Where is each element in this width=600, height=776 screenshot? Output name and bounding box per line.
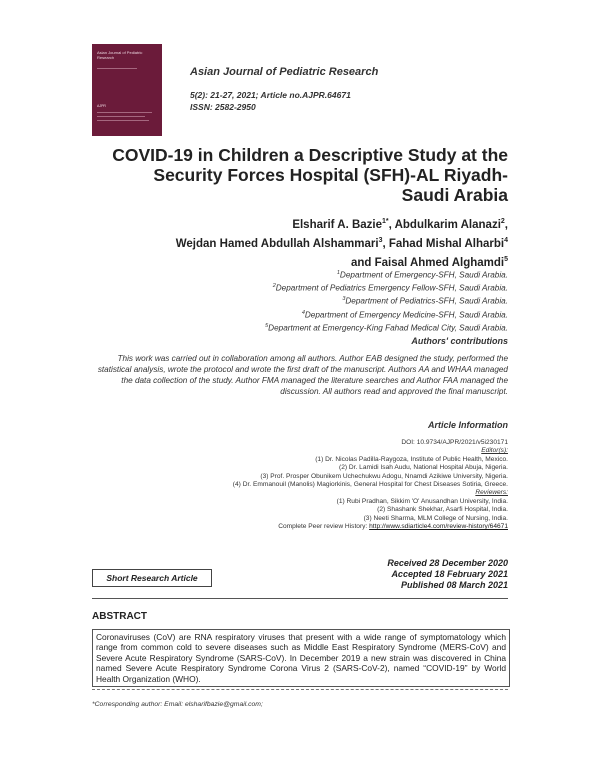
editors-label: Editor(s):	[481, 447, 508, 455]
abstract-heading: ABSTRACT	[92, 611, 147, 622]
reviewer-item: (2) Shashank Shekhar, Asarfi Hospital, India.	[377, 506, 508, 514]
author-name: Faisal Ahmed Alghamdi	[374, 256, 505, 269]
review-history-link[interactable]: http://www.sdiarticle4.com/review-history/64671	[369, 523, 508, 531]
corresponding-author-footnote: *Corresponding author: Email: elsharifbazie@gmail.com;	[92, 701, 263, 708]
article-info-block	[88, 439, 508, 531]
affiliation-item	[88, 321, 508, 334]
affiliation-mark: 4	[301, 309, 305, 316]
editor-item: (2) Dr. Lamidi Isah Audu, National Hospital Abuja, Nigeria.	[339, 464, 508, 472]
author-list: Elsharif A. Bazie$^{1*}$, Abdulkarim Alanazi$^2$, Wejdan Hamed Abdullah Alshammari$^3$, Fahad Mishal Alharbi$^4$ and Faisal Ahmed Alghamdi$^5$	[175, 218, 508, 269]
cover-line	[97, 120, 149, 121]
cover-title: Asian Journal of Pediatric Research	[97, 50, 143, 60]
affiliation-text: Department of Pediatrics Emergency Fellow-SFH, Saudi Arabia.	[275, 283, 508, 293]
journal-name: Asian Journal of Pediatric Research	[190, 66, 379, 78]
article-type-badge: Short Research Article	[92, 569, 212, 587]
section-divider	[92, 598, 508, 599]
editor-item: (3) Prof. Prosper Obunikem Uchechukwu Adogu, Nnamdi Azikiwe University, Nigeria.	[260, 472, 508, 480]
contributions-heading: Authors' contributions	[411, 336, 508, 346]
contributions-text: This work was carried out in collaboration among all authors. Author EAB designed the study, performed the statistical analysis, wrote the protocol and wrote the first draft of the manuscript. Authors AA and WHAA managed the data collection of the study. Author FMA managed the literature searches and Author FAA managed the discussion. All authors read and approved the final manuscript.	[97, 354, 508, 396]
author-affiliation-mark: 4	[504, 236, 508, 244]
cover-tag: AJPR	[97, 104, 106, 108]
author-name: Fahad Mishal Alharbi	[388, 237, 505, 250]
affiliation-item	[88, 308, 508, 321]
affiliation-mark: 1	[336, 270, 340, 276]
reviewer-item: (1) Rubi Pradhan, Sikkim 'O' Anusandhan University, India.	[336, 497, 508, 505]
author-name: Elsharif A. Bazie	[292, 218, 382, 231]
paper-title: COVID-19 in Children a Descriptive Study at the Security Forces Hospital (SFH)-AL Riyadh-Saudi Arabia	[112, 145, 508, 205]
affiliation-item	[88, 281, 508, 294]
publication-dates	[387, 558, 508, 591]
author-affiliation-mark: 2	[500, 218, 505, 225]
editor-item: (1) Dr. Nicolas Padilla-Raygoza, Institute of Public Health, Mexico.	[315, 455, 508, 463]
affiliation-mark: 2	[272, 283, 276, 290]
author-affiliation-mark: 3	[378, 236, 383, 244]
affiliation-text: Department of Pediatrics-SFH, Saudi Arabia.	[345, 297, 508, 307]
journal-issn: ISSN: 2582-2950	[190, 102, 256, 112]
affiliation-text: Department of Emergency-SFH, Saudi Arabia.	[339, 270, 508, 280]
author-affiliation-mark: 1*	[382, 218, 389, 225]
reviewers-label: Reviewers:	[475, 489, 508, 497]
footnote-divider	[92, 689, 508, 690]
affiliation-text: Department at Emergency-King Fahad Medical City, Saudi Arabia.	[268, 323, 508, 333]
affiliation-mark: 5	[265, 322, 269, 329]
abstract-text: Coronaviruses (CoV) are RNA respiratory viruses that present with a wide range of symptomatology which range from common cold to severe diseases such as Middle East Respiratory Syndrome (MERS-CoV) and Severe Acute Respiratory Syndrome (SARS-CoV). In December 2019 a new strain was discovered in China named Severe Acute Respiratory Syndrome Corona Virus 2 (SARS-CoV-2), named “COVID-19” by World Health Organization (WHO).	[92, 629, 510, 687]
cover-divider	[97, 68, 137, 69]
reviewer-item: (3) Neeti Sharma, MLM College of Nursing, India.	[363, 514, 508, 522]
article-info-heading: Article Information	[427, 420, 508, 430]
author-name: Abdulkarim Alanazi	[394, 218, 501, 231]
review-history-label: Complete Peer review History:	[278, 523, 370, 531]
author-and: and	[350, 256, 375, 269]
author-name: Wejdan Hamed Abdullah Alshammari	[175, 237, 379, 250]
author-separator: ,	[388, 218, 395, 231]
affiliation-mark: 3	[342, 296, 346, 303]
author-affiliation-mark: 5	[504, 255, 508, 263]
published-date: Published 08 March 2021	[400, 580, 508, 590]
journal-cover-image	[92, 44, 162, 136]
affiliation-item	[88, 268, 508, 281]
affiliation-list	[88, 268, 508, 334]
editor-item: (4) Dr. Emmanouil (Manolis) Magiorkinis, General Hospital for Chest Diseases Sotiria, Greece.	[232, 481, 508, 489]
affiliation-item	[88, 294, 508, 307]
doi: DOI: 10.9734/AJPR/2021/v5i230171	[401, 439, 508, 446]
journal-citation: 5(2): 21-27, 2021; Article no.AJPR.64671	[190, 90, 351, 100]
cover-line	[97, 116, 145, 117]
received-date: Received 28 December 2020	[387, 558, 508, 568]
accepted-date: Accepted 18 February 2021	[391, 569, 508, 579]
cover-line	[97, 112, 152, 113]
affiliation-text: Department of Emergency Medicine-SFH, Saudi Arabia.	[304, 310, 508, 320]
author-separator: ,	[382, 237, 389, 250]
